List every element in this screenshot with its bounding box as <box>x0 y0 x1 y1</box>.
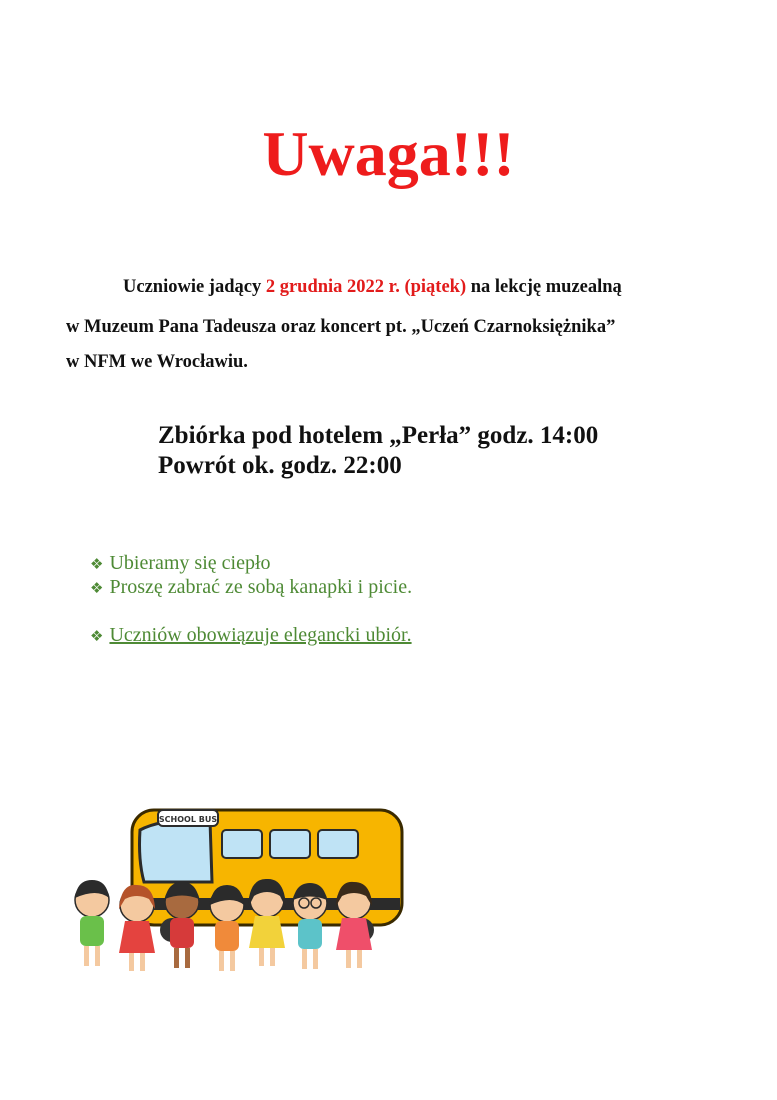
page-title: Uwaga!!! <box>262 118 515 189</box>
diamond-bullet-icon: ❖ <box>90 555 104 573</box>
diamond-bullet-icon: ❖ <box>90 579 104 597</box>
intro-line-1 <box>123 277 763 298</box>
school-bus-children-illustration <box>62 790 412 990</box>
intro-line-3: w NFM we Wrocławiu. <box>66 352 248 372</box>
list-item <box>90 552 271 575</box>
list-item <box>90 576 412 599</box>
bullet-text: Uczniów obowiązuje elegancki ubiór. <box>109 624 412 646</box>
diamond-bullet-icon: ❖ <box>90 627 104 645</box>
bullet-text: Proszę zabrać ze sobą kanapki i picie. <box>109 576 413 598</box>
intro-line-2: w Muzeum Pana Tadeusza oraz koncert pt. „Uczeń Czarnoksiężnika” <box>66 317 616 337</box>
return-time: Powrót ok. godz. 22:00 <box>158 452 402 479</box>
bullet-text: Ubieramy się ciepło <box>109 552 271 574</box>
intro-text-b: na lekcję muzealną <box>466 277 622 297</box>
bus-sign: SCHOOL BUS <box>158 815 218 824</box>
date-highlight: 2 grudnia 2022 r. (piątek) <box>265 277 467 297</box>
meeting-time: Zbiórka pod hotelem „Perła” godz. 14:00 <box>158 422 599 449</box>
list-item <box>90 624 412 647</box>
intro-text-a: Uczniowie jadący <box>123 277 266 297</box>
